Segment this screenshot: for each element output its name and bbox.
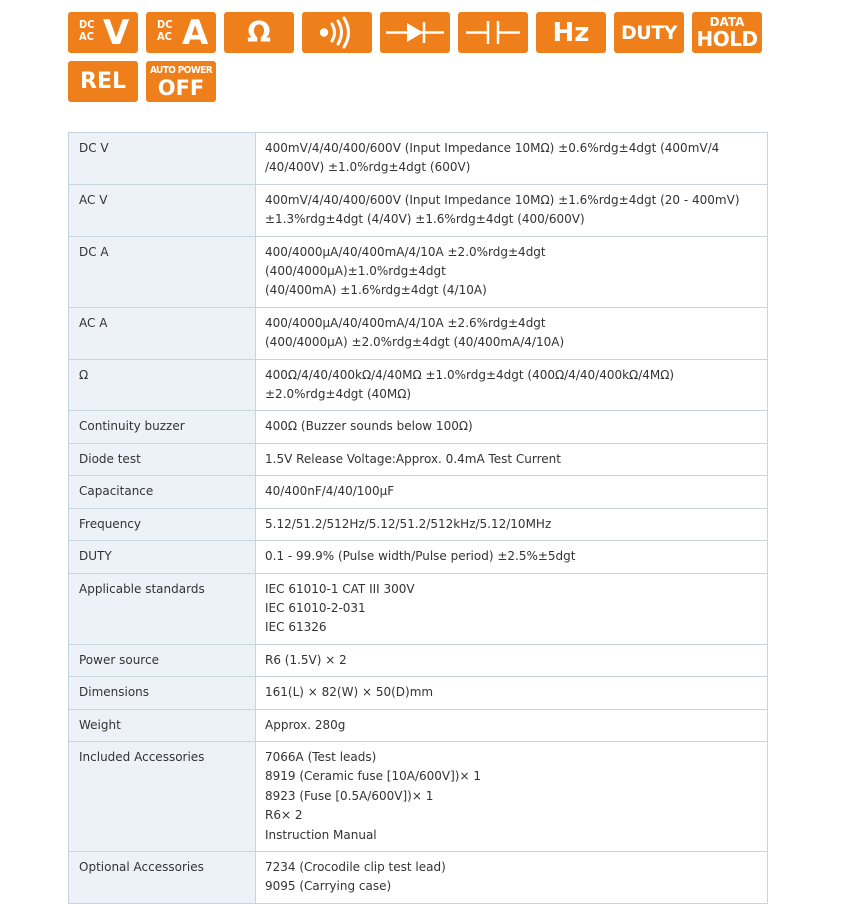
spec-value	[256, 573, 768, 644]
spec-label: DC V	[69, 133, 256, 185]
capacitor-icon	[458, 12, 528, 53]
spec-value-line: 161(L) × 82(W) × 50(D)mm	[265, 685, 434, 700]
spec-label: Applicable standards	[69, 573, 256, 644]
spec-label: AC A	[69, 307, 256, 359]
spec-row	[69, 133, 768, 185]
spec-value-line: 5.12/51.2/512Hz/5.12/51.2/512kHz/5.12/10MHz	[265, 516, 552, 531]
spec-value-line: Instruction Manual	[265, 827, 377, 842]
diode-icon	[380, 12, 450, 53]
spec-label: Capacitance	[69, 476, 256, 508]
spec-label: Frequency	[69, 508, 256, 540]
spec-row	[69, 851, 768, 903]
spec-row	[69, 184, 768, 236]
specification-rows	[69, 133, 768, 904]
ac-label: AC	[157, 30, 172, 43]
dc-label: DC	[157, 18, 173, 31]
spec-value	[256, 359, 768, 411]
spec-row	[69, 677, 768, 709]
ac-label: AC	[79, 30, 94, 43]
spec-value	[256, 443, 768, 475]
spec-label: DC A	[69, 236, 256, 307]
spec-value-line: 7234 (Crocodile clip test lead)	[265, 859, 446, 874]
dcac-v-icon	[68, 12, 138, 53]
spec-value-line: IEC 61010-2-031	[265, 600, 366, 615]
spec-value-line: ±1.3%rdg±4dgt (4/40V) ±1.6%rdg±4dgt (400/600V)	[265, 212, 585, 227]
spec-value	[256, 541, 768, 573]
spec-value	[256, 307, 768, 359]
spec-value	[256, 677, 768, 709]
spec-label: Ω	[69, 359, 256, 411]
ohm-icon	[224, 12, 294, 53]
spec-row	[69, 307, 768, 359]
ampere-label: A	[182, 13, 209, 53]
ohm-label: Ω	[247, 16, 271, 49]
spec-value-line: 400mV/4/40/400/600V (Input Impedance 10MΩ) ±0.6%rdg±4dgt (400mV/4	[265, 141, 720, 155]
specification-table	[68, 132, 768, 904]
spec-value-line: 0.1 - 99.9% (Pulse width/Pulse period) ±2.5%±5dgt	[265, 549, 576, 564]
dcac-a-icon	[146, 12, 216, 53]
spec-row	[69, 541, 768, 573]
spec-label: AC V	[69, 184, 256, 236]
spec-value	[256, 184, 768, 236]
spec-row	[69, 236, 768, 307]
spec-value-line: IEC 61326	[265, 620, 327, 635]
spec-value	[256, 644, 768, 676]
spec-value-line: 8923 (Fuse [0.5A/600V])× 1	[265, 788, 434, 803]
spec-row	[69, 741, 768, 851]
duty-icon	[614, 12, 684, 53]
volt-label: V	[103, 13, 130, 53]
continuity-buzzer-icon	[302, 12, 372, 53]
spec-value-line: R6 (1.5V) × 2	[265, 652, 347, 667]
spec-value-line: (400/4000μA) ±2.0%rdg±4dgt (40/400mA/4/10A)	[265, 335, 565, 350]
spec-row	[69, 359, 768, 411]
auto-power-label: AUTO POWER	[149, 65, 213, 76]
spec-value-line: 400Ω (Buzzer sounds below 100Ω)	[265, 419, 473, 434]
spec-value	[256, 741, 768, 851]
spec-value-line: Approx. 280g	[265, 717, 346, 732]
spec-value-line: (40/400mA) ±1.6%rdg±4dgt (4/10A)	[265, 283, 487, 298]
spec-value	[256, 236, 768, 307]
spec-value-line: 9095 (Carrying case)	[265, 879, 392, 894]
spec-value-line: ±2.0%rdg±4dgt (40MΩ)	[265, 387, 412, 402]
spec-value-line: 400/4000μA/40/400mA/4/10A ±2.0%rdg±4dgt	[265, 244, 546, 259]
spec-value-line: 40/400nF/4/40/100μF	[265, 484, 395, 499]
rel-label: REL	[80, 69, 126, 94]
dc-label: DC	[79, 18, 95, 31]
spec-value-line: 7066A (Test leads)	[265, 749, 377, 764]
rel-icon	[68, 61, 138, 102]
spec-row	[69, 709, 768, 741]
spec-label: Continuity buzzer	[69, 411, 256, 443]
spec-row	[69, 508, 768, 540]
spec-label: Included Accessories	[69, 741, 256, 851]
spec-value-line: IEC 61010-1 CAT III 300V	[265, 581, 415, 596]
spec-value-line: 8919 (Ceramic fuse [10A/600V])× 1	[265, 769, 481, 784]
spec-label: Weight	[69, 709, 256, 741]
spec-value-line: 400Ω/4/40/400kΩ/4/40MΩ ±1.0%rdg±4dgt (400Ω/4/40/400kΩ/4MΩ)	[265, 367, 675, 382]
spec-value-line: /40/400V) ±1.0%rdg±4dgt (600V)	[265, 160, 471, 175]
spec-label: Power source	[69, 644, 256, 676]
data-hold-icon	[692, 12, 762, 53]
spec-label: Diode test	[69, 443, 256, 475]
spec-value	[256, 508, 768, 540]
spec-value	[256, 709, 768, 741]
spec-row	[69, 443, 768, 475]
data-label: DATA	[709, 15, 745, 29]
spec-row	[69, 644, 768, 676]
spec-value	[256, 133, 768, 185]
spec-value-line: (400/4000μA)±1.0%rdg±4dgt	[265, 264, 446, 279]
spec-value	[256, 411, 768, 443]
spec-value-line: 400mV/4/40/400/600V (Input Impedance 10MΩ) ±1.6%rdg±4dgt (20 - 400mV)	[265, 192, 740, 207]
spec-value-line: 400/4000μA/40/400mA/4/10A ±2.6%rdg±4dgt	[265, 315, 546, 330]
spec-value-line: R6× 2	[265, 808, 303, 823]
hz-label: Hz	[552, 18, 590, 48]
spec-row	[69, 411, 768, 443]
spec-value	[256, 476, 768, 508]
spec-label: DUTY	[69, 541, 256, 573]
spec-label: Dimensions	[69, 677, 256, 709]
spec-value-line: 1.5V Release Voltage:Approx. 0.4mA Test Current	[265, 451, 561, 466]
spec-row	[69, 573, 768, 644]
spec-row	[69, 476, 768, 508]
auto-power-off-icon	[146, 61, 216, 102]
hold-label: HOLD	[696, 27, 758, 51]
duty-label: DUTY	[621, 22, 677, 44]
spec-value	[256, 851, 768, 903]
off-label: OFF	[157, 76, 205, 100]
spec-label: Optional Accessories	[69, 851, 256, 903]
hz-icon	[536, 12, 606, 53]
